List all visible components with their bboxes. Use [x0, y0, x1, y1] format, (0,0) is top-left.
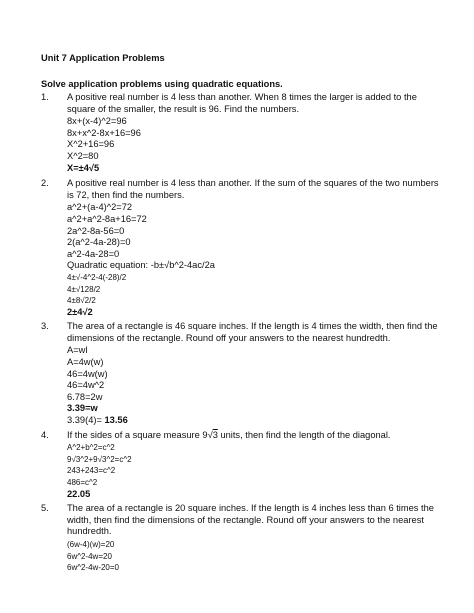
final-value: 13.56 — [104, 415, 128, 426]
solution-step: 2a^2-8a-56=0 — [67, 225, 125, 236]
solution-step: 46=4w(w) — [67, 368, 108, 379]
problem-prompt: A positive real number is 4 less than another. When 8 times the larger is added to the square of the smaller, the result is 96. Find the numbers. — [67, 92, 417, 114]
problem-prompt — [67, 430, 441, 442]
solution-step: a^2+(a-4)^2=72 — [67, 202, 133, 213]
solution-step: 6w^2-4w-20=0 — [67, 563, 120, 573]
problem-prompt: The area of a rectangle is 46 square inches. If the length is 4 times the width, then find the dimensions of the rectangle. Round off your answers to the nearest hundredth. — [67, 321, 438, 343]
solution-step: a^2-4a-28=0 — [67, 248, 120, 259]
prompt-after: units, then find the length of the diagonal. — [217, 429, 391, 440]
problem-number: 5. — [41, 503, 49, 514]
answer: 3.39=w — [67, 403, 98, 414]
answer: 2±4√2 — [67, 306, 93, 317]
final-prefix: 3.39(4)= — [67, 415, 105, 426]
problem-3 — [41, 321, 441, 426]
problem-prompt: A positive real number is 4 less than another. If the sum of the squares of the two numbers is 72, then find the numbers. — [67, 178, 439, 200]
solution-step: 8x+x^2-8x+16=96 — [67, 127, 141, 138]
solution-step: (6w-4)(w)=20 — [67, 539, 115, 549]
answer: X=±4√5 — [67, 162, 100, 173]
solution-step: A^2+b^2=c^2 — [67, 443, 115, 453]
solution-step: 9√3^2+9√3^2=c^2 — [67, 454, 132, 464]
solution-step: 4±√-4^2-4(-28)/2 — [67, 272, 127, 282]
problem-number: 4. — [41, 429, 49, 440]
problem-4 — [41, 430, 441, 501]
radicand: 3 — [212, 429, 218, 440]
solution-step: 46=4w^2 — [67, 380, 105, 391]
problem-number: 3. — [41, 321, 49, 332]
prompt-before: If the sides of a square measure 9 — [67, 429, 208, 440]
solution-step: 8x+(x-4)^2=96 — [67, 116, 127, 127]
problem-body — [67, 92, 441, 174]
solution-step: A=4w(w) — [67, 357, 104, 368]
solution-step: 2(a^2-4a-28)=0 — [67, 237, 131, 248]
solution-step: X^2+16=96 — [67, 139, 115, 150]
problem-number: 1. — [41, 92, 49, 102]
solution-step: 4±√128/2 — [67, 284, 101, 294]
solution-step: A=wl — [67, 345, 88, 356]
solution-step: 6w^2-4w=20 — [67, 551, 112, 561]
problem-list — [41, 92, 441, 574]
problem-body — [67, 321, 441, 426]
sqrt-symbol: √3 — [207, 429, 218, 440]
solution-step: 4±8√2/2 — [67, 296, 96, 306]
problem-5 — [41, 503, 441, 574]
problem-body — [67, 178, 441, 318]
problem-number: 2. — [41, 178, 49, 189]
solution-step: Quadratic equation: -b±√b^2-4ac/2a — [67, 260, 215, 271]
problem-body — [67, 503, 441, 574]
problem-body — [67, 430, 441, 501]
solution-step: 6.78=2w — [67, 391, 103, 402]
solution-step: 243+243=c^2 — [67, 466, 116, 476]
final-answer-line — [67, 415, 441, 427]
instructions: Solve application problems using quadratic equations. — [41, 79, 283, 89]
solution-step: 486=c^2 — [67, 478, 98, 487]
solution-step: X^2=80 — [67, 150, 99, 161]
problem-prompt: The area of a rectangle is 20 square inches. If the length is 4 inches less than 6 times the width, then find the dimensions of the rectangle. Round off your answers to the nearest hundredth. — [67, 503, 434, 537]
solution-step: a^2+a^2-8a+16=72 — [67, 213, 147, 224]
answer: 22.05 — [67, 488, 91, 499]
unit-title: Unit 7 Application Problems — [41, 53, 165, 63]
problem-2 — [41, 178, 441, 318]
problem-1 — [41, 92, 441, 174]
